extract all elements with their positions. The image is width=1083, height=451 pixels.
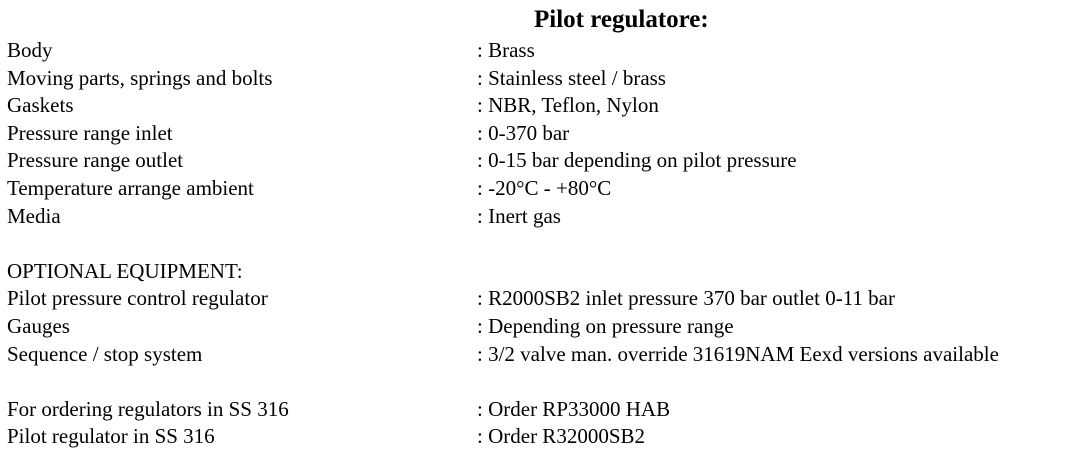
spec-row-moving-parts (7, 65, 1083, 93)
spec-label: Pilot regulator in SS 316 (7, 424, 215, 449)
spec-row-pilot-ss316 (7, 423, 1083, 451)
section-heading: OPTIONAL EQUIPMENT: (7, 258, 243, 283)
spec-label: Media (7, 203, 61, 228)
spec-label: Pressure range inlet (7, 120, 173, 145)
spec-label: Pressure range outlet (7, 148, 184, 173)
spec-label: Gauges (7, 313, 70, 338)
spec-label: Body (7, 38, 53, 62)
spacer (7, 368, 1083, 396)
spec-label: For ordering regulators in SS 316 (7, 396, 289, 421)
spec-value: : Order R32000SB2 (477, 424, 645, 449)
spec-label: Gaskets (7, 93, 74, 118)
spec-value: : Stainless steel / brass (477, 65, 666, 90)
spec-label: Pilot pressure control regulator (7, 286, 268, 311)
spec-row-ordering-regulators (7, 396, 1083, 424)
spec-label: Temperature arrange ambient (7, 175, 254, 200)
spec-table (7, 37, 1083, 451)
spec-value: : Inert gas (477, 203, 561, 228)
spec-row-pilot-control (7, 285, 1083, 313)
spec-value: : NBR, Teflon, Nylon (477, 93, 659, 118)
spec-row-gaskets (7, 92, 1083, 120)
spec-row-gauges (7, 313, 1083, 341)
spec-value: : Brass (477, 38, 535, 62)
spec-row-media (7, 203, 1083, 231)
spec-value: : Depending on pressure range (477, 313, 734, 338)
spec-row-sequence (7, 341, 1083, 369)
spec-row-pressure-outlet (7, 147, 1083, 175)
spec-row-body (7, 37, 1083, 65)
spec-label: Sequence / stop system (7, 341, 203, 366)
spec-value: : -20°C - +80°C (477, 175, 612, 200)
spec-value: : R2000SB2 inlet pressure 370 bar outlet 0-11 bar (477, 286, 895, 311)
page-title: Pilot regulatore: (534, 6, 709, 33)
spec-row-pressure-inlet (7, 120, 1083, 148)
spec-value: : 3/2 valve man. override 31619NAM Eexd versions available (477, 341, 999, 366)
spec-value: : 0-15 bar depending on pilot pressure (477, 148, 797, 173)
optional-heading-row (7, 258, 1083, 286)
spec-row-temperature (7, 175, 1083, 203)
spec-value: : Order RP33000 HAB (477, 396, 671, 421)
spec-label: Moving parts, springs and bolts (7, 65, 273, 90)
spacer (7, 230, 1083, 258)
spec-value: : 0-370 bar (477, 120, 570, 145)
